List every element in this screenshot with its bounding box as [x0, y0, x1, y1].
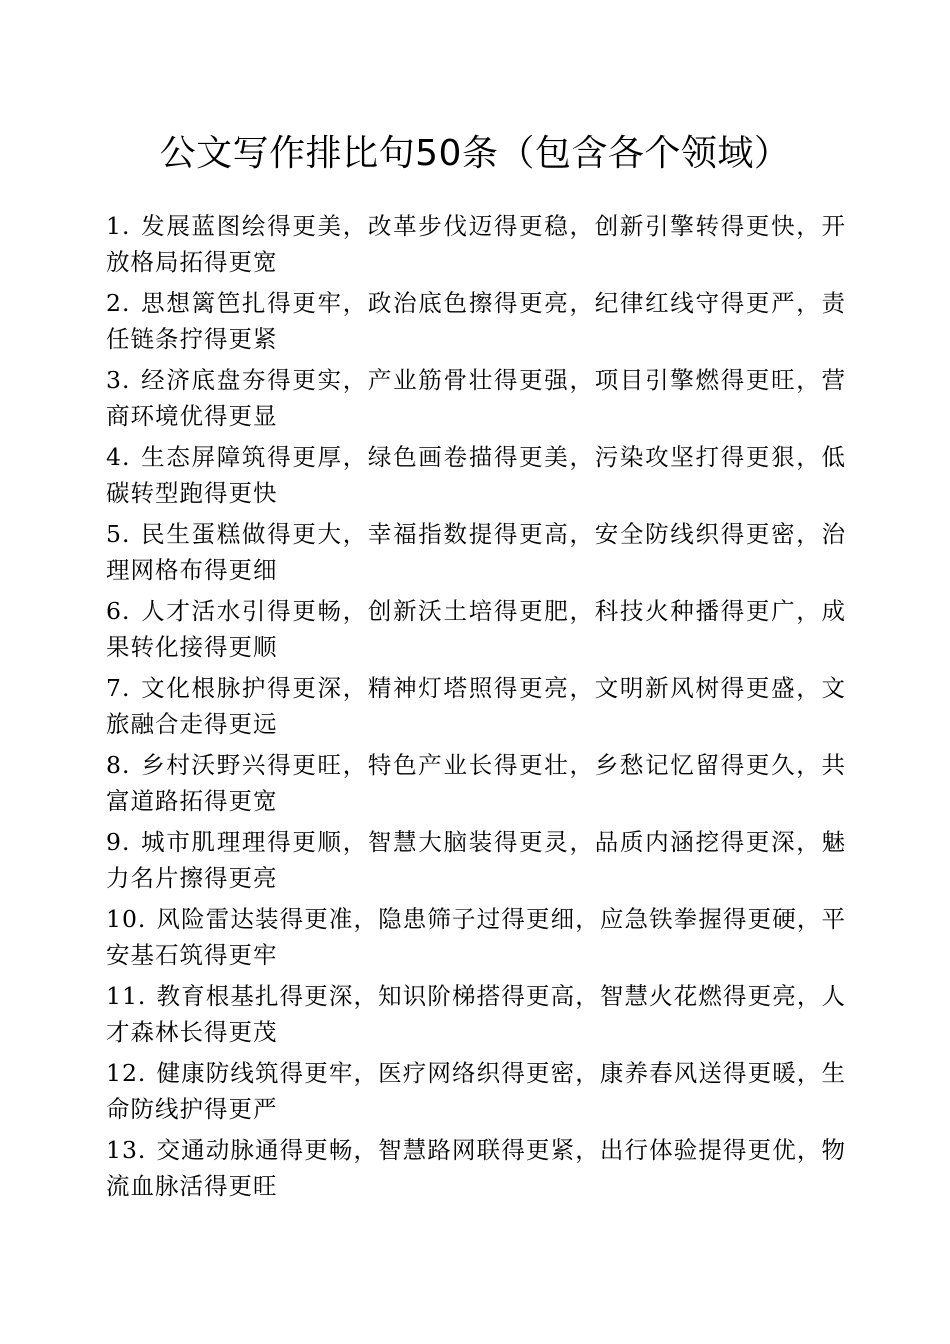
list-item	[106, 747, 846, 819]
item-number: 2.	[106, 289, 131, 317]
item-number: 3.	[106, 366, 131, 394]
item-text: 风险雷达装得更准，隐患筛子过得更细，应急铁拳握得更硬，平安基石筑得更牢	[106, 905, 846, 969]
list-item	[106, 362, 846, 434]
item-text: 健康防线筑得更牢，医疗网络织得更密，康养春风送得更暖，生命防线护得更严	[106, 1059, 846, 1123]
list-item	[106, 1132, 846, 1204]
item-text: 生态屏障筑得更厚，绿色画卷描得更美，污染攻坚打得更狠，低碳转型跑得更快	[106, 443, 846, 507]
item-number: 13.	[106, 1136, 147, 1164]
item-number: 6.	[106, 597, 131, 625]
item-number: 8.	[106, 751, 131, 779]
sentence-list	[106, 208, 846, 1209]
item-number: 5.	[106, 520, 131, 548]
item-text: 发展蓝图绘得更美，改革步伐迈得更稳，创新引擎转得更快，开放格局拓得更宽	[106, 212, 846, 276]
list-item	[106, 516, 846, 588]
item-text: 乡村沃野兴得更旺，特色产业长得更壮，乡愁记忆留得更久，共富道路拓得更宽	[106, 751, 846, 815]
item-number: 12.	[106, 1059, 147, 1087]
list-item	[106, 978, 846, 1050]
list-item	[106, 1055, 846, 1127]
item-text: 文化根脉护得更深，精神灯塔照得更亮，文明新风树得更盛，文旅融合走得更远	[106, 674, 846, 738]
list-item	[106, 439, 846, 511]
item-number: 1.	[106, 212, 131, 240]
list-item	[106, 901, 846, 973]
item-number: 9.	[106, 828, 131, 856]
item-number: 7.	[106, 674, 131, 702]
item-text: 思想篱笆扎得更牢，政治底色擦得更亮，纪律红线守得更严，责任链条拧得更紧	[106, 289, 846, 353]
list-item	[106, 593, 846, 665]
item-number: 4.	[106, 443, 131, 471]
list-item	[106, 208, 846, 280]
list-item	[106, 285, 846, 357]
item-text: 城市肌理理得更顺，智慧大脑装得更灵，品质内涵挖得更深，魅力名片擦得更亮	[106, 828, 846, 892]
item-number: 11.	[106, 982, 147, 1010]
item-text: 人才活水引得更畅，创新沃土培得更肥，科技火种播得更广，成果转化接得更顺	[106, 597, 846, 661]
item-text: 经济底盘夯得更实，产业筋骨壮得更强，项目引擎燃得更旺，营商环境优得更显	[106, 366, 846, 430]
item-text: 民生蛋糕做得更大，幸福指数提得更高，安全防线织得更密，治理网格布得更细	[106, 520, 846, 584]
document-title: 公文写作排比句50条（包含各个领域）	[159, 133, 791, 174]
item-text: 交通动脉通得更畅，智慧路网联得更紧，出行体验提得更优，物流血脉活得更旺	[106, 1136, 846, 1200]
list-item	[106, 670, 846, 742]
item-text: 教育根基扎得更深，知识阶梯搭得更高，智慧火花燃得更亮，人才森林长得更茂	[106, 982, 846, 1046]
list-item	[106, 824, 846, 896]
item-number: 10.	[106, 905, 147, 933]
